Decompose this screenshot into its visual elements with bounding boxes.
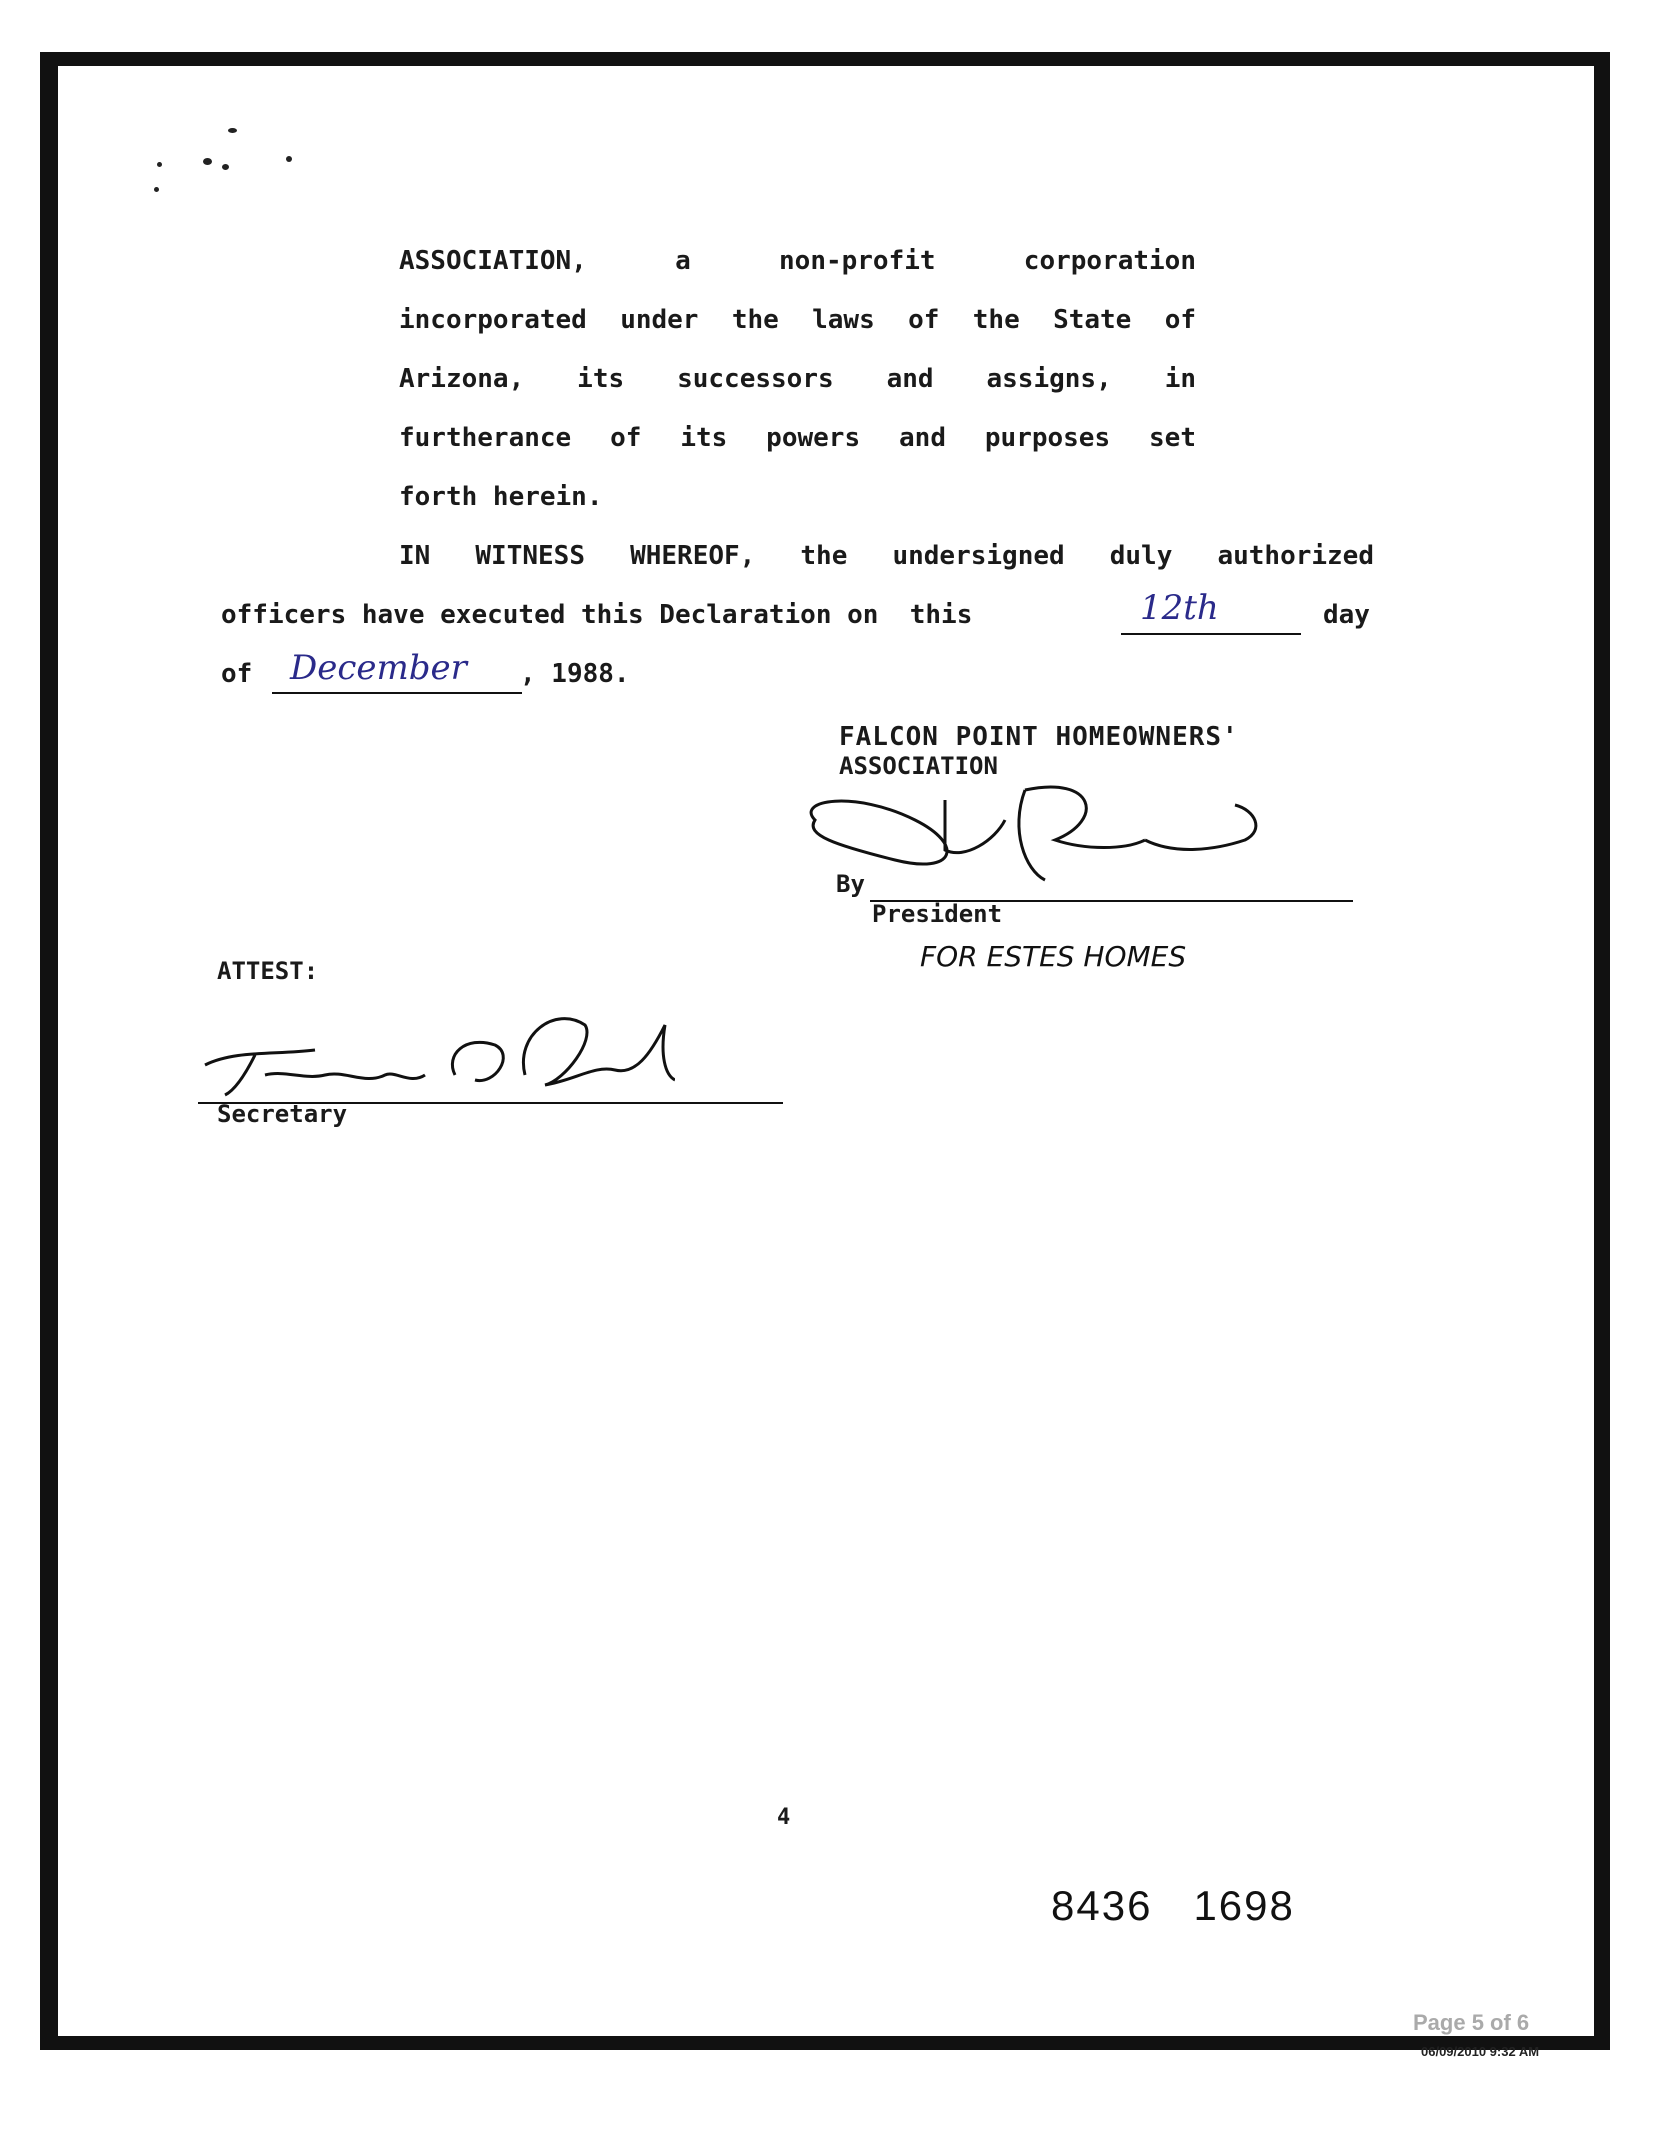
president-label: President: [872, 900, 1003, 928]
association-name-line-1: FALCON POINT HOMEOWNERS': [839, 722, 1239, 752]
witness-line-2-suffix: day: [1323, 600, 1370, 630]
recording-stamp: 8436 1698: [1051, 1882, 1295, 1929]
scan-speck: [222, 164, 229, 170]
page-footer: Page 5 of 6: [1413, 2010, 1530, 2035]
page-timestamp: 06/09/2010 9:32 AM: [1421, 2044, 1540, 2059]
association-name-line-2: ASSOCIATION: [839, 752, 998, 780]
body-line: incorporated under the laws of the State of: [399, 305, 1196, 335]
handwritten-for-note: FOR ESTES HOMES: [920, 940, 1187, 973]
attest-label: ATTEST:: [217, 957, 319, 985]
secretary-label: Secretary: [217, 1100, 348, 1128]
witness-line-3-prefix: of: [221, 659, 253, 689]
witness-line-3-suffix: , 1988.: [520, 659, 630, 689]
body-line: furtherance of its powers and purposes set: [399, 423, 1196, 453]
body-line: ASSOCIATION, a non-profit corporation: [399, 246, 1196, 276]
president-signature: [795, 780, 1315, 920]
witness-line-2-prefix: officers have executed this Declaration on this: [221, 600, 973, 630]
witness-line-1: IN WITNESS WHEREOF, the undersigned duly authorized: [399, 541, 1374, 571]
body-last-line: forth herein.: [399, 482, 603, 512]
scan-speck: [286, 156, 292, 162]
secretary-signature: [195, 995, 675, 1115]
handwritten-month: December: [290, 648, 467, 688]
handwritten-day: 12th: [1140, 588, 1219, 628]
scan-speck: [203, 158, 212, 165]
page-number: 4: [777, 1805, 791, 1830]
scan-speck: [157, 162, 162, 167]
by-label: By: [836, 870, 865, 898]
scan-speck: [228, 128, 237, 133]
scan-speck: [154, 187, 159, 192]
body-line: Arizona, its successors and assigns, in: [399, 364, 1196, 394]
